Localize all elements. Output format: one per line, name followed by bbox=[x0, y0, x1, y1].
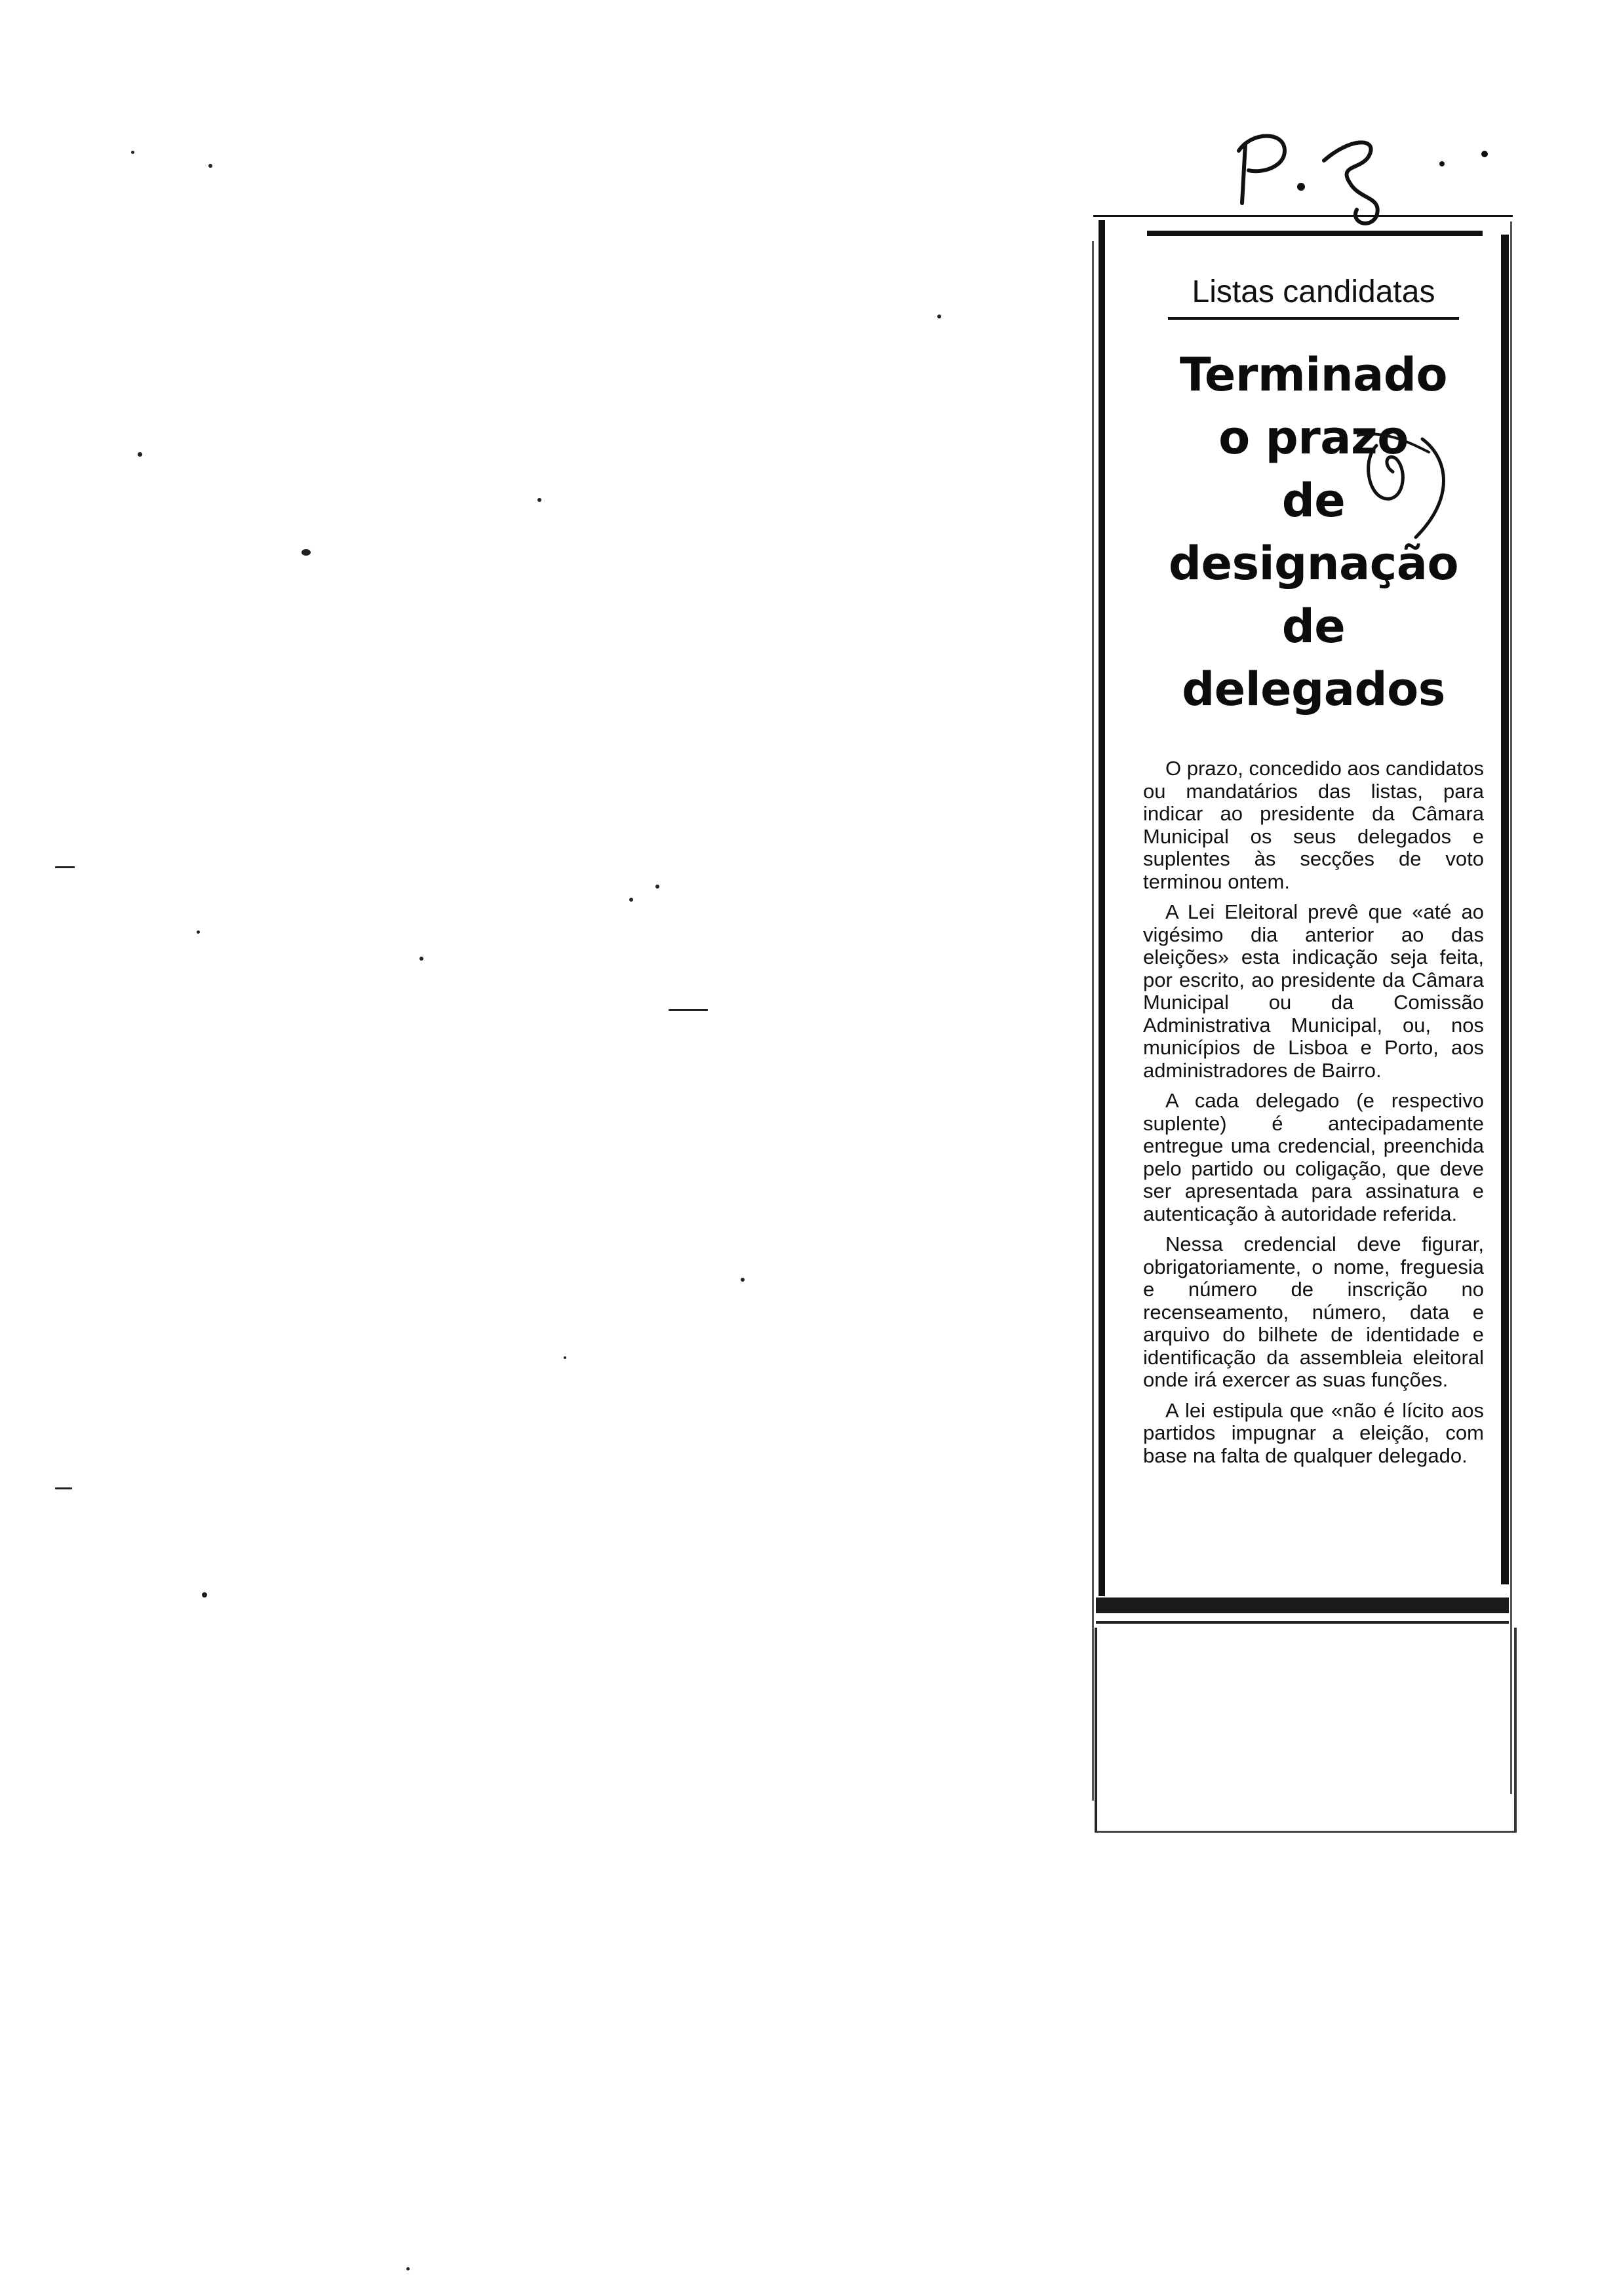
handwritten-page-mark bbox=[1226, 124, 1501, 229]
kicker-rule bbox=[1168, 317, 1459, 320]
article-body bbox=[1142, 757, 1485, 1467]
paragraph: Nessa credencial deve figurar, obrigatoriamente, o nome, freguesia e número de inscrição no recenseamento, número, data e arquivo do bilhete de identidade e identificação da assembleia eleitoral onde irá exercer as suas funções. bbox=[1143, 1233, 1484, 1391]
bottom-thin-rule bbox=[1096, 1621, 1509, 1624]
bottom-rule bbox=[1096, 1598, 1509, 1613]
top-rule bbox=[1147, 231, 1483, 236]
headline-line: Terminado bbox=[1179, 348, 1448, 402]
empty-clipping-box bbox=[1095, 1628, 1517, 1833]
paragraph: O prazo, concedido aos candidatos ou mandatários das listas, para indicar ao presidente da Câmara Municipal os seus delegados e suplentes às secções de voto terminou ontem. bbox=[1143, 757, 1484, 893]
headline-line: designação bbox=[1168, 537, 1459, 590]
newspaper-article bbox=[1142, 231, 1485, 1475]
paragraph: A Lei Eleitoral prevê que «até ao vigésimo dia anterior ao das eleições» esta indicação seja feita, por escrito, ao presidente da Câmara Municipal ou da Comissão Administrativa Municipal, ou, nos municípios de Lisboa e Porto, aos administradores de Bairro. bbox=[1143, 900, 1484, 1082]
headline-line: de bbox=[1281, 600, 1346, 653]
headline-line: delegados bbox=[1182, 662, 1445, 716]
paragraph: A cada delegado (e respectivo suplente) é antecipadamente entregue uma credencial, preenchida pelo partido ou coligação, que deve ser apresentada para assinatura e autenticação à autoridade referida. bbox=[1143, 1089, 1484, 1225]
paragraph: A lei estipula que «não é lícito aos partidos impugnar a eleição, com base na falta de qualquer delegado. bbox=[1143, 1398, 1484, 1467]
handwritten-annotation bbox=[1357, 432, 1462, 544]
headline-line: o prazo bbox=[1218, 411, 1409, 465]
article-kicker: Listas candidatas bbox=[1192, 275, 1435, 309]
headline-line: de bbox=[1281, 474, 1346, 527]
